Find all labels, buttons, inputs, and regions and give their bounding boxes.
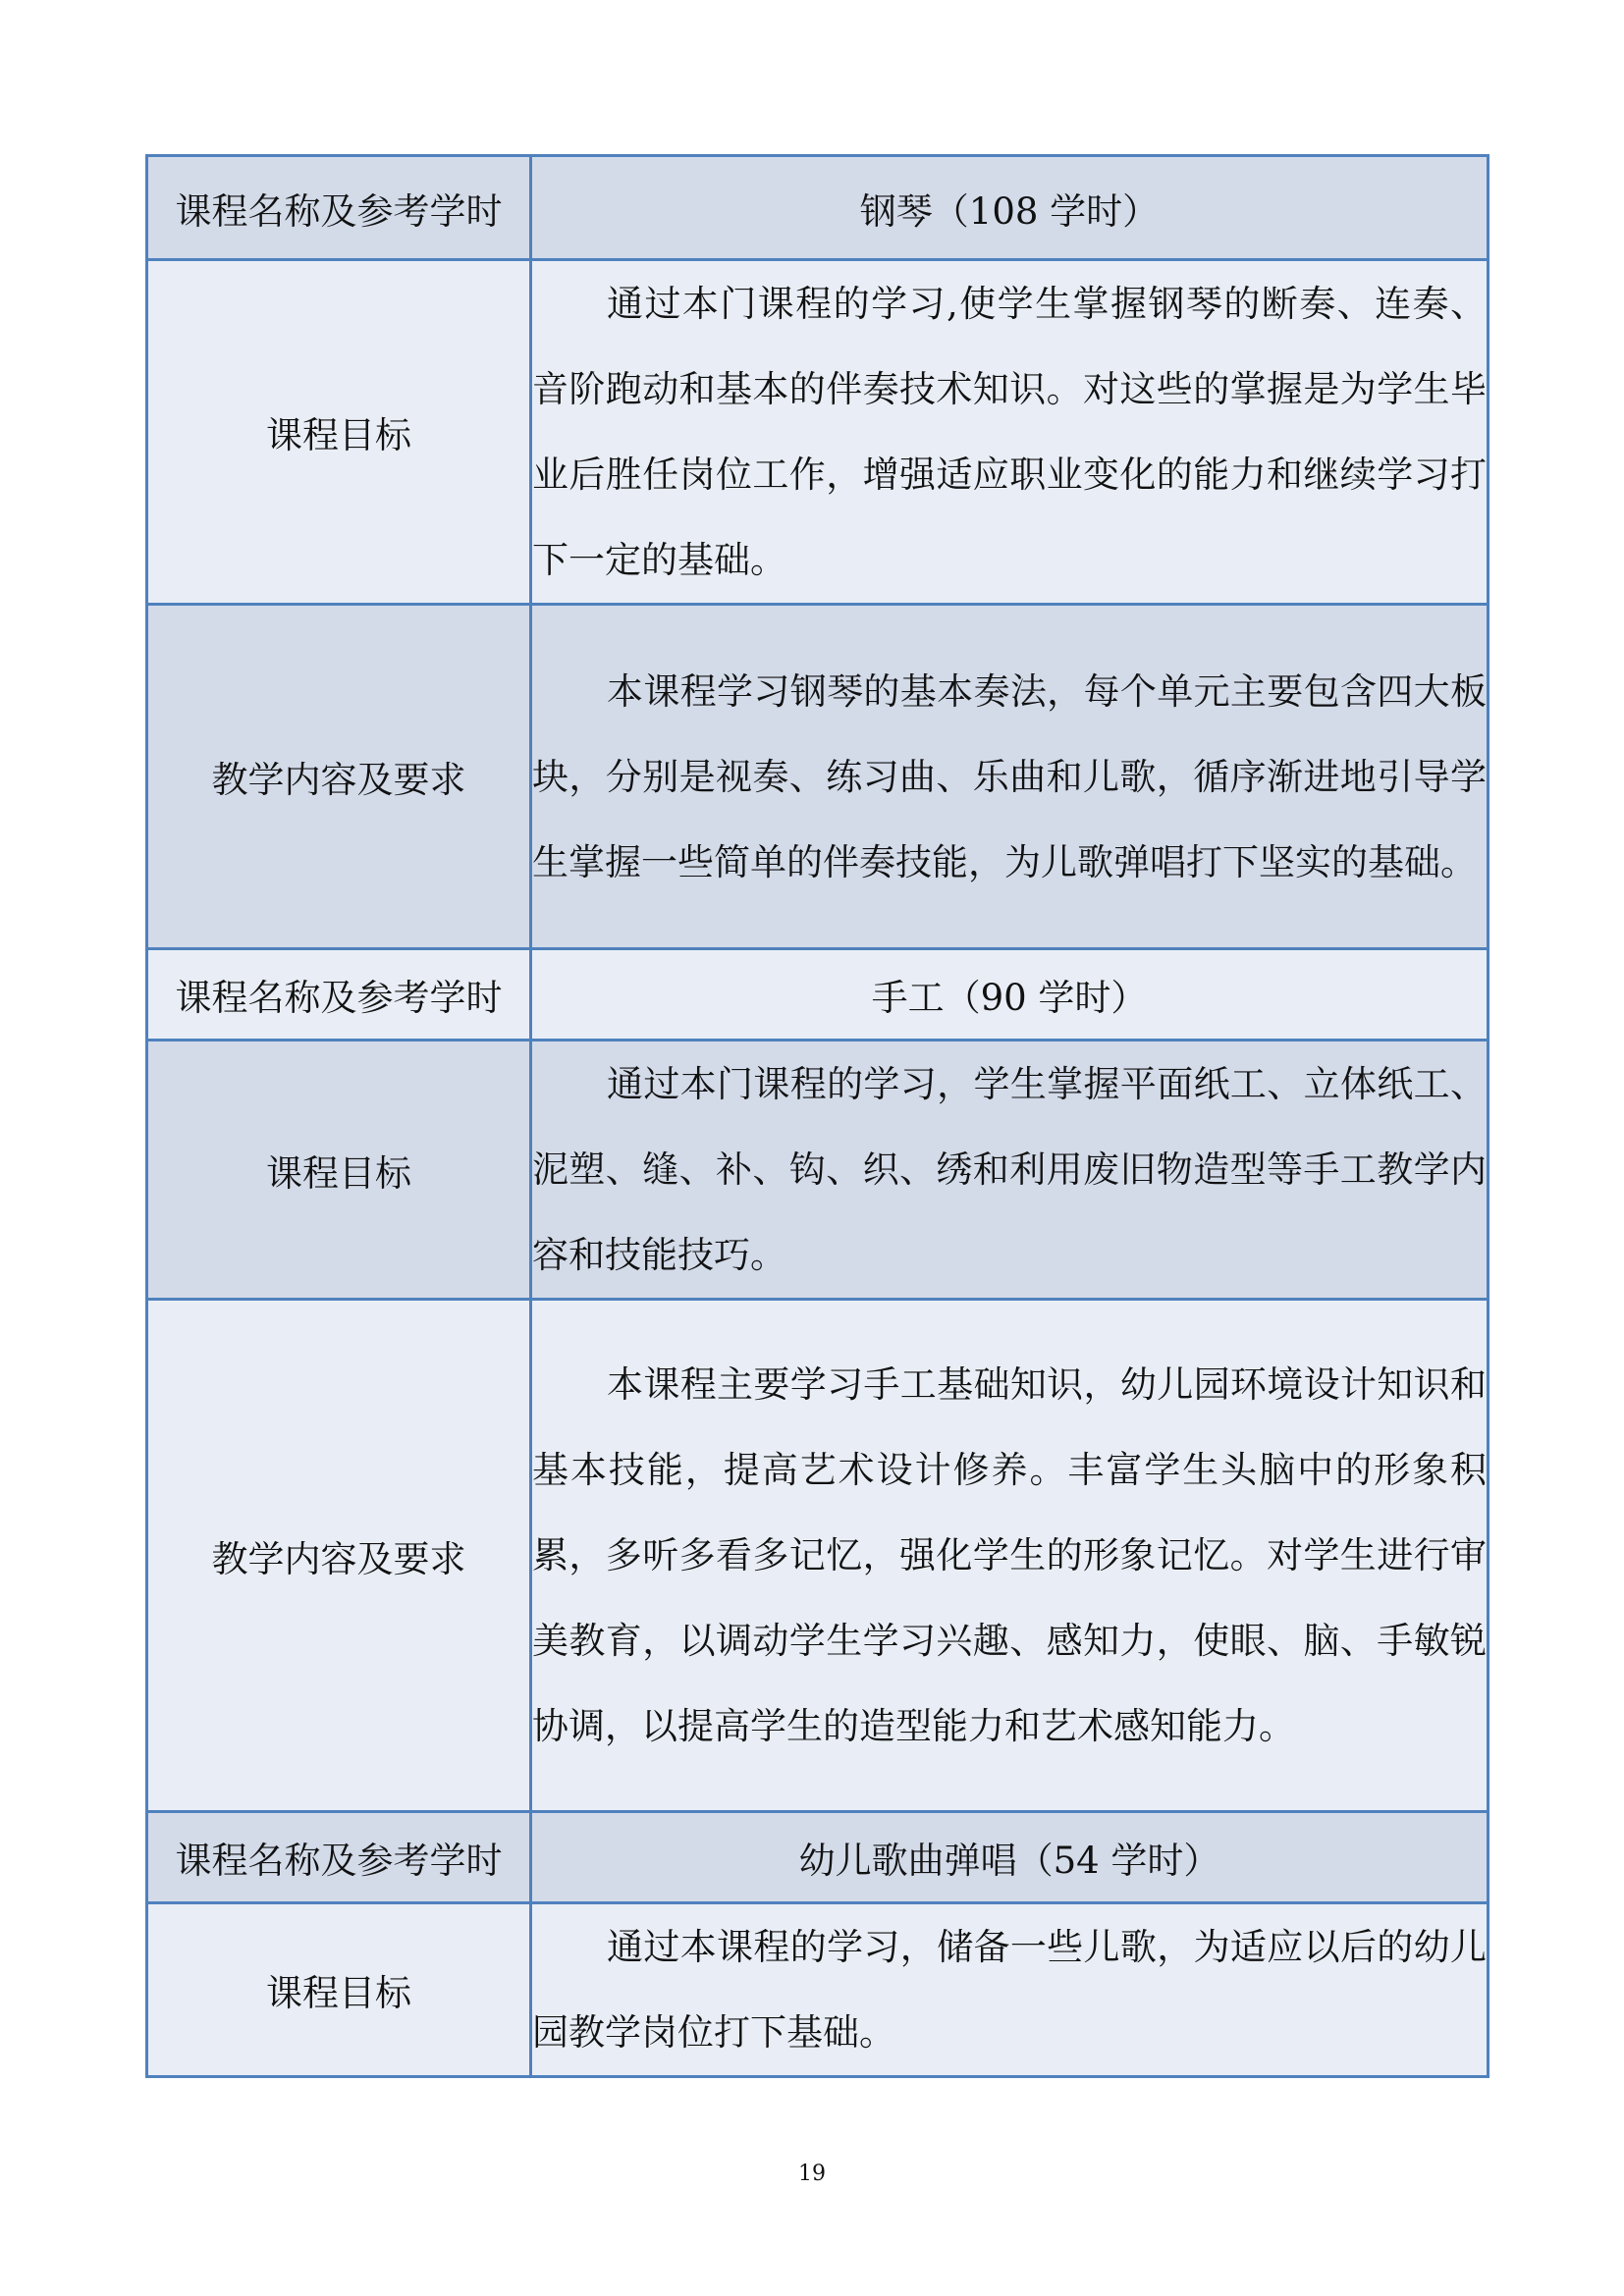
course-name-value: 手工（90 学时） [531,949,1489,1041]
table-row [147,1812,1489,1903]
course-name-value: 钢琴（108 学时） [531,156,1489,260]
course-goal-text: 通过本门课程的学习，学生掌握平面纸工、立体纸工、泥塑、缝、补、钩、织、绣和利用废旧物造型等手工教学内容和技能技巧。 [532,1063,1487,1276]
course-goal-label: 课程目标 [147,1041,531,1300]
table-row [147,1903,1489,2077]
course-name-value: 幼儿歌曲弹唱（54 学时） [531,1812,1489,1903]
table-row [147,260,1489,605]
course-goal-text: 通过本课程的学习，储备一些儿歌，为适应以后的幼儿园教学岗位打下基础。 [532,1926,1487,2054]
course-table [145,154,1489,2078]
teaching-content-text: 本课程学习钢琴的基本奏法，每个单元主要包含四大板块，分别是视奏、练习曲、乐曲和儿歌，循序渐进地引导学生掌握一些简单的伴奏技能，为儿歌弹唱打下坚实的基础。 [532,669,1487,883]
teaching-content-label: 教学内容及要求 [147,605,531,949]
course-goal-label: 课程目标 [147,260,531,605]
table-row [147,156,1489,260]
table-row [147,605,1489,949]
teaching-content-label: 教学内容及要求 [147,1300,531,1812]
teaching-content-text: 本课程主要学习手工基础知识，幼儿园环境设计知识和基本技能，提高艺术设计修养。丰富学生头脑中的形象积累，多听多看多记忆，强化学生的形象记忆。对学生进行审美教育，以调动学生学习兴趣、感知力，使眼、脑、手敏锐协调，以提高学生的造型能力和艺术感知能力。 [532,1363,1487,1747]
table-row [147,1300,1489,1812]
course-goal-text: 通过本门课程的学习,使学生掌握钢琴的断奏、连奏、音阶跑动和基本的伴奏技术知识。对这些的掌握是为学生毕业后胜任岗位工作，增强适应职业变化的能力和继续学习打下一定的基础。 [532,283,1487,581]
course-name-label: 课程名称及参考学时 [147,949,531,1041]
course-name-label: 课程名称及参考学时 [147,156,531,260]
course-goal-label: 课程目标 [147,1903,531,2077]
course-name-label: 课程名称及参考学时 [147,1812,531,1903]
table-row [147,1041,1489,1300]
page-number: 19 [798,2162,826,2186]
table-row [147,949,1489,1041]
